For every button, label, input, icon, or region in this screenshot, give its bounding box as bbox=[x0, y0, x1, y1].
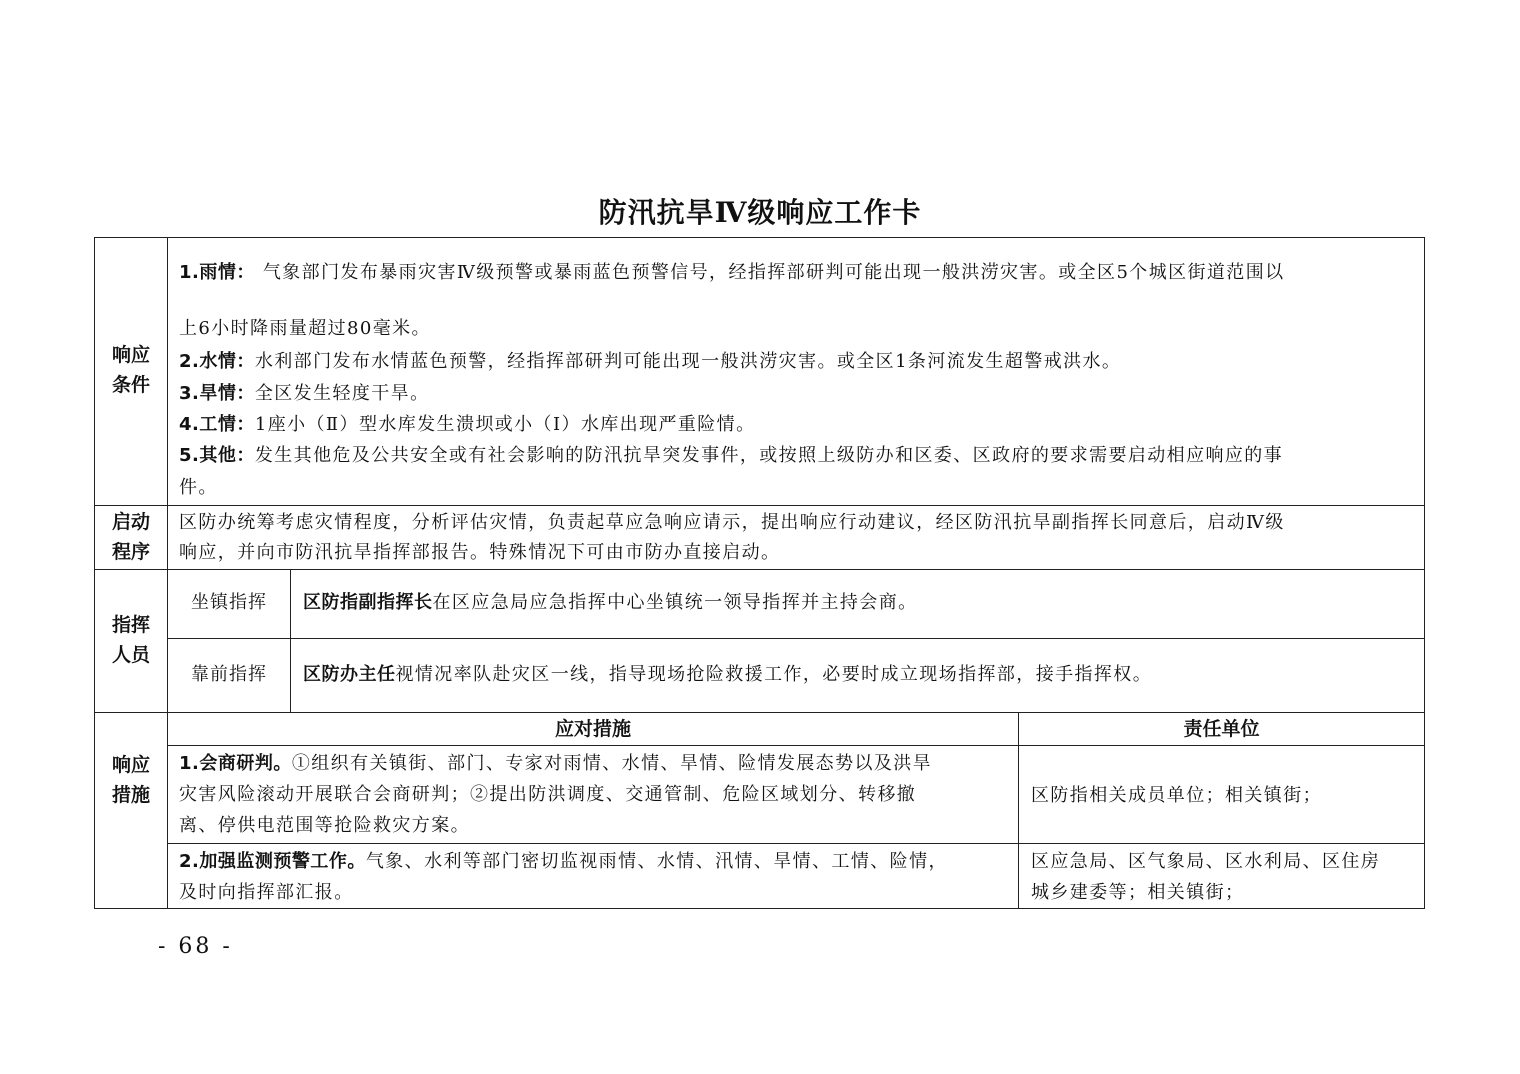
section-divider bbox=[95, 569, 1424, 570]
measure-line: 1.会商研判。①组织有关镇街、部门、专家对雨情、水情、旱情、险情发展态势以及洪旱 bbox=[179, 753, 933, 774]
condition-other-continued: 件。 bbox=[179, 477, 218, 498]
measure-consultation bbox=[179, 748, 932, 841]
label-startup-procedure: 启动程序 bbox=[111, 511, 150, 563]
label-response-measures: 响应措施 bbox=[111, 754, 150, 806]
measure-lead: 1.会商研判。 bbox=[179, 753, 292, 774]
condition-water bbox=[179, 347, 1121, 377]
condition-text: 水利部门发布水情蓝色预警，经指挥部研判可能出现一般洪涝灾害。或全区1条河流发生超警戒洪水。 bbox=[254, 351, 1122, 372]
response-work-card bbox=[94, 237, 1425, 909]
label-command-staff: 指挥人员 bbox=[111, 614, 150, 666]
measure-line: 离、停供电范围等抢险救灾方案。 bbox=[179, 815, 470, 836]
procedure-line: 区防办统筹考虑灾情程度，分析评估灾情，负责起草应急响应请示，提出响应行动建议，经区防汛抗旱副指挥长同意后，启动Ⅳ级 bbox=[179, 512, 1285, 533]
condition-lead: 5.其他： bbox=[179, 445, 255, 466]
condition-other bbox=[179, 441, 1283, 471]
procedure-line: 响应，并向市防汛抗旱指挥部报告。特殊情况下可由市防办直接启动。 bbox=[179, 542, 781, 563]
section-divider bbox=[95, 505, 1424, 506]
condition-text: 发生其他危及公共安全或有社会影响的防汛抗旱突发事件，或按照上级防办和区委、区政府的要求需要启动相应响应的事 bbox=[254, 445, 1284, 466]
label-column-divider bbox=[167, 238, 168, 908]
role-column-divider bbox=[290, 569, 291, 712]
page-number: - 68 - bbox=[158, 934, 233, 959]
condition-drought bbox=[179, 379, 429, 409]
measure-monitoring bbox=[179, 846, 948, 908]
label-response-conditions: 响应条件 bbox=[111, 344, 150, 396]
measure-line: 2.加强监测预警工作。气象、水利等部门密切监视雨情、水情、汛情、旱情、工情、险情， bbox=[179, 851, 948, 872]
commander-duty: 视情况率队赴灾区一线，指导现场抢险救援工作，必要时成立现场指挥部，接手指挥权。 bbox=[395, 664, 1153, 685]
role-forward-command: 靠前指挥 bbox=[191, 664, 267, 685]
units-monitoring: 区应急局、区气象局、区水利局、区住房 城乡建委等；相关镇街； bbox=[1031, 851, 1381, 903]
measure-line: 灾害风险滚动开展联合会商研判；②提出防洪调度、交通管制、危险区域划分、转移撤 bbox=[179, 784, 917, 805]
measure-line: 及时向指挥部汇报。 bbox=[179, 882, 354, 903]
condition-lead: 1.雨情： bbox=[179, 262, 255, 283]
condition-engineering bbox=[179, 410, 755, 440]
commander-name: 区防指副指挥长 bbox=[303, 592, 433, 613]
condition-lead: 3.旱情： bbox=[179, 383, 255, 404]
command-row-forward bbox=[303, 660, 1152, 690]
row-divider bbox=[167, 638, 1424, 639]
commander-duty: 在区应急局应急指挥中心坐镇统一领导指挥并主持会商。 bbox=[432, 592, 918, 613]
condition-rain-continued: 上6小时降雨量超过80毫米。 bbox=[179, 318, 431, 339]
condition-text: 1座小（Ⅱ）型水库发生溃坝或小（Ⅰ）水库出现严重险情。 bbox=[254, 414, 756, 435]
units-consultation: 区防指相关成员单位；相关镇街； bbox=[1031, 785, 1322, 806]
row-divider bbox=[167, 745, 1424, 746]
commander-name: 区防办主任 bbox=[303, 664, 396, 685]
measure-lead: 2.加强监测预警工作。 bbox=[179, 851, 366, 872]
header-measures: 应对措施 bbox=[554, 718, 631, 740]
condition-text: 全区发生轻度干旱。 bbox=[254, 383, 430, 404]
condition-lead: 2.水情： bbox=[179, 351, 255, 372]
role-on-site-command: 坐镇指挥 bbox=[191, 592, 267, 613]
command-row-on-site bbox=[303, 588, 918, 618]
row-divider bbox=[167, 843, 1424, 844]
condition-lead: 4.工情： bbox=[179, 414, 255, 435]
condition-rain bbox=[179, 258, 1285, 288]
header-responsible-units: 责任单位 bbox=[1183, 718, 1260, 740]
card-title: 防汛抗旱Ⅳ级响应工作卡 bbox=[598, 196, 922, 229]
condition-text: 气象部门发布暴雨灾害Ⅳ级预警或暴雨蓝色预警信号，经指挥部研判可能出现一般洪涝灾害。或全区5个城区街道范围以 bbox=[262, 262, 1285, 283]
